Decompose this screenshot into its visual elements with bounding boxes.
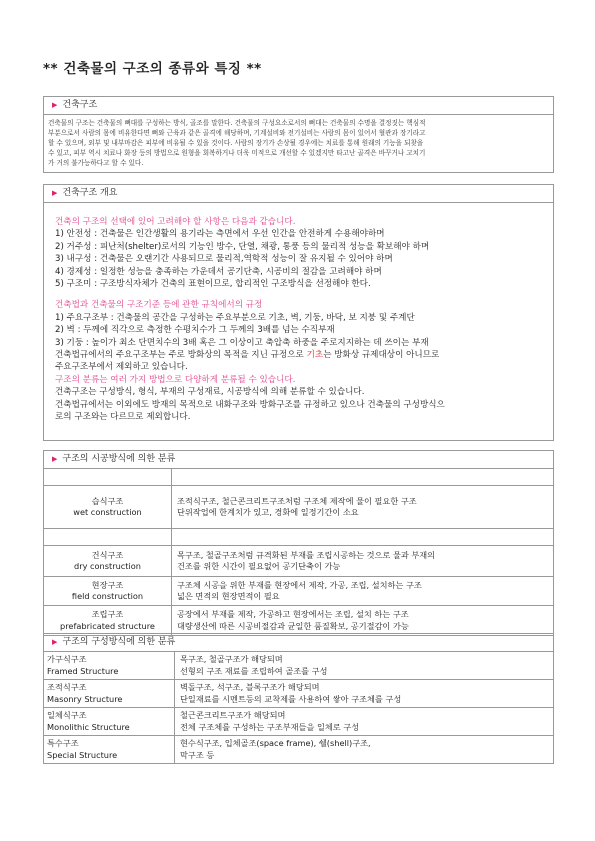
section-header [44, 634, 553, 652]
type-name-en: dry construction [74, 561, 141, 571]
table-spacer-row [44, 528, 553, 545]
paragraph-line: 부분으로서 사람의 몸에 비유한다면 뼈와 근육과 같은 골격에 해당하며, 기계설비와 전기설비는 사람의 몸이 있어서 혈관과 장기라고 [48, 129, 426, 137]
type-name-en: prefabricated structure [60, 620, 155, 631]
type-name-en: field construction [71, 591, 144, 601]
table-row [44, 679, 553, 707]
section-header [44, 97, 553, 115]
law-heading: 건축법과 건축물의 구조기준 등에 관한 규칙에서의 규정 [55, 300, 263, 311]
table-row [44, 576, 553, 605]
type-name-ko: 건식구조 [91, 549, 124, 560]
paragraph-line: 수 있고, 피부 역시 치료나 화장 등의 방법으로 원형을 회복하거나 더욱 미적으로 개선할 수 있겠지만 타고난 골격은 바꾸거나 고치기 [48, 149, 426, 157]
type-desc: 현수식구조, 입체골조(space frame), 쉘(shell)구조, [180, 738, 371, 748]
type-desc: 건조를 위한 시간이 필요없어 공기단축이 가능 [177, 561, 341, 571]
section-heading: 건축구조 개요 [62, 188, 118, 198]
section-header [44, 451, 553, 469]
type-name-en: Monolithic Structure [47, 721, 130, 732]
type-desc: 단위작업에 한계치가 있고, 경화에 일정기간이 소요 [177, 507, 359, 517]
class-line: 건축구조는 구성방식, 형식, 부재의 구성재료, 시공방식에 의해 분류할 수 있습니다. [55, 387, 365, 398]
law-note-text: 는 방화상 규제대상이 아니므로 [323, 350, 440, 361]
table-row [44, 545, 553, 576]
type-name-ko: 습식구조 [91, 495, 124, 506]
overview-item: 5) 구조미 : 구조방식자체가 건축의 표현이므로, 합리적인 구조방식을 선정해야 한다. [55, 279, 371, 290]
triangle-bullet-icon: ▶ [52, 455, 58, 463]
section-paragraph [44, 115, 553, 172]
table-row [44, 735, 553, 763]
type-desc: 선형의 구조 재료를 조립하여 골조를 구성 [180, 665, 328, 676]
type-desc: 목구조, 철골구조가 해당되며 [180, 654, 283, 664]
law-item: 1) 주요구조부 : 건축물의 공간을 구성하는 주요부분으로 기초, 벽, 기둥, 바닥, 보 지붕 및 주계단 [55, 312, 415, 323]
law-note [55, 349, 545, 361]
overview-item: 2) 거주성 : 피난처(shelter)로서의 기능인 방수, 단열, 채광, 통풍 등의 물리적 성능을 확보해야 하며 [55, 241, 430, 252]
type-desc: 목구조, 철골구조처럼 규격화된 부재를 조립시공하는 것으로 물과 부재의 [177, 549, 436, 560]
section-heading: 구조의 구성방식에 의한 분류 [62, 637, 176, 647]
section-overview [43, 184, 554, 441]
type-desc: 구조체 시공을 위한 부재를 현장에서 제작, 가공, 조립, 설치하는 구조 [177, 579, 422, 590]
type-desc: 대량생산에 따른 시공비절감과 균일한 품질확보, 공기절감이 가능 [177, 620, 409, 631]
type-desc: 공장에서 부재를 제작, 가공하고 현장에서는 조립, 설치 하는 구조 [177, 609, 409, 619]
law-note-continued: 주요구조부에서 제외하고 있습니다. [55, 362, 188, 373]
overview-item: 4) 경제성 : 일정한 성능을 충족하는 가운데서 공기단축, 시공비의 절감을 고려해야 하며 [55, 266, 382, 277]
section-header [44, 185, 553, 203]
overview-item: 1) 안전성 : 건축물은 인간생활의 용기라는 측면에서 우선 인간을 안전하게 수용해야하며 [55, 229, 385, 240]
type-desc: 철근콘크리트구조가 해당되며 [180, 710, 286, 720]
section-heading: 구조의 시공방식에 의한 분류 [62, 454, 176, 464]
law-note-highlight: 기초 [306, 350, 324, 361]
section-building-structure [43, 96, 554, 173]
type-name-ko: 가구식구조 [47, 654, 87, 664]
paragraph-line: 할 수 있으며, 외부 및 내부마감은 피부에 비유될 수 있을 것이다. 사람의 장기가 손상될 경우에는 치료를 통해 원래의 기능을 되찾을 [48, 139, 424, 147]
type-name-en: Masonry Structure [47, 693, 123, 704]
triangle-bullet-icon: ▶ [52, 638, 58, 646]
section-heading: 건축구조 [62, 100, 98, 110]
page-title: ** 건축물의 구조의 종류와 특징 ** [43, 61, 262, 77]
type-desc: 벽돌구조, 석구조, 블록구조가 해당되며 [180, 682, 320, 692]
overview-item: 3) 내구성 : 건축물은 오랜기간 사용되므로 물리적,역학적 성능이 잘 유지될 수 있어야 하며 [55, 254, 393, 265]
class-line: 건축법규에서는 이외에도 방재의 목적으로 내화구조와 방화구조를 규정하고 있으나 건축물의 구성방식으 [55, 399, 445, 410]
triangle-bullet-icon: ▶ [52, 101, 58, 109]
section-construction-method [43, 450, 554, 636]
triangle-bullet-icon: ▶ [52, 189, 58, 197]
section-composition-method [43, 633, 554, 764]
table-row [44, 605, 553, 635]
paragraph-line: 가 거의 불가능하다고 할 수 있다. [48, 159, 144, 167]
table-spacer-row [44, 469, 553, 485]
type-name-en: Framed Structure [47, 665, 119, 676]
law-item: 3) 기둥 : 높이가 최소 단면치수의 3배 혹은 그 이상이고 축압축 하중을 주로지지하는 데 쓰이는 부재 [55, 337, 429, 348]
type-name-en: wet construction [73, 507, 142, 517]
law-note-text: 건축법규에서의 주요구조부는 주로 방화상의 목적을 지닌 규정으로 [55, 350, 307, 361]
type-desc: 조적식구조, 철근콘크리트구조처럼 구조체 제작에 물이 필요한 구조 [177, 495, 417, 506]
class-line: 로의 구조와는 다르므로 제외합니다. [55, 412, 191, 423]
type-desc: 막구조 등 [180, 749, 215, 760]
overview-intro: 건축의 구조의 선택에 있어 고려해야 할 사항은 다음과 같습니다. [55, 217, 296, 227]
table-row [44, 652, 553, 679]
class-heading: 구조의 분류는 여러 가지 방법으로 다양하게 분류될 수 있습니다. [55, 374, 296, 385]
type-name-ko: 특수구조 [47, 738, 79, 748]
law-item: 2) 벽 : 두께에 직각으로 측정한 수평치수가 그 두께의 3배를 넘는 수직부재 [55, 325, 335, 336]
type-name-ko: 현장구조 [91, 579, 124, 590]
table-row [44, 485, 553, 528]
type-desc: 전체 구조체를 구성하는 구조부재들을 일체로 구성 [180, 721, 360, 732]
type-name-ko: 일체식구조 [47, 710, 87, 720]
table-row [44, 707, 553, 735]
type-name-en: Special Structure [47, 749, 118, 760]
type-desc: 단일재료를 시멘트등의 교착제를 사용하여 쌓아 구조체를 구성 [180, 693, 402, 704]
paragraph-line: 건축물의 구조는 건축물의 뼈대를 구성하는 방식, 골조를 말한다. 건축물의 구성요소로서의 뼈대는 건축물의 수명을 결정짓는 핵심적 [48, 119, 426, 127]
type-desc: 넓은 면적의 현장면적이 필요 [177, 591, 280, 601]
type-name-ko: 조립구조 [91, 609, 124, 619]
type-name-ko: 조적식구조 [47, 682, 87, 692]
